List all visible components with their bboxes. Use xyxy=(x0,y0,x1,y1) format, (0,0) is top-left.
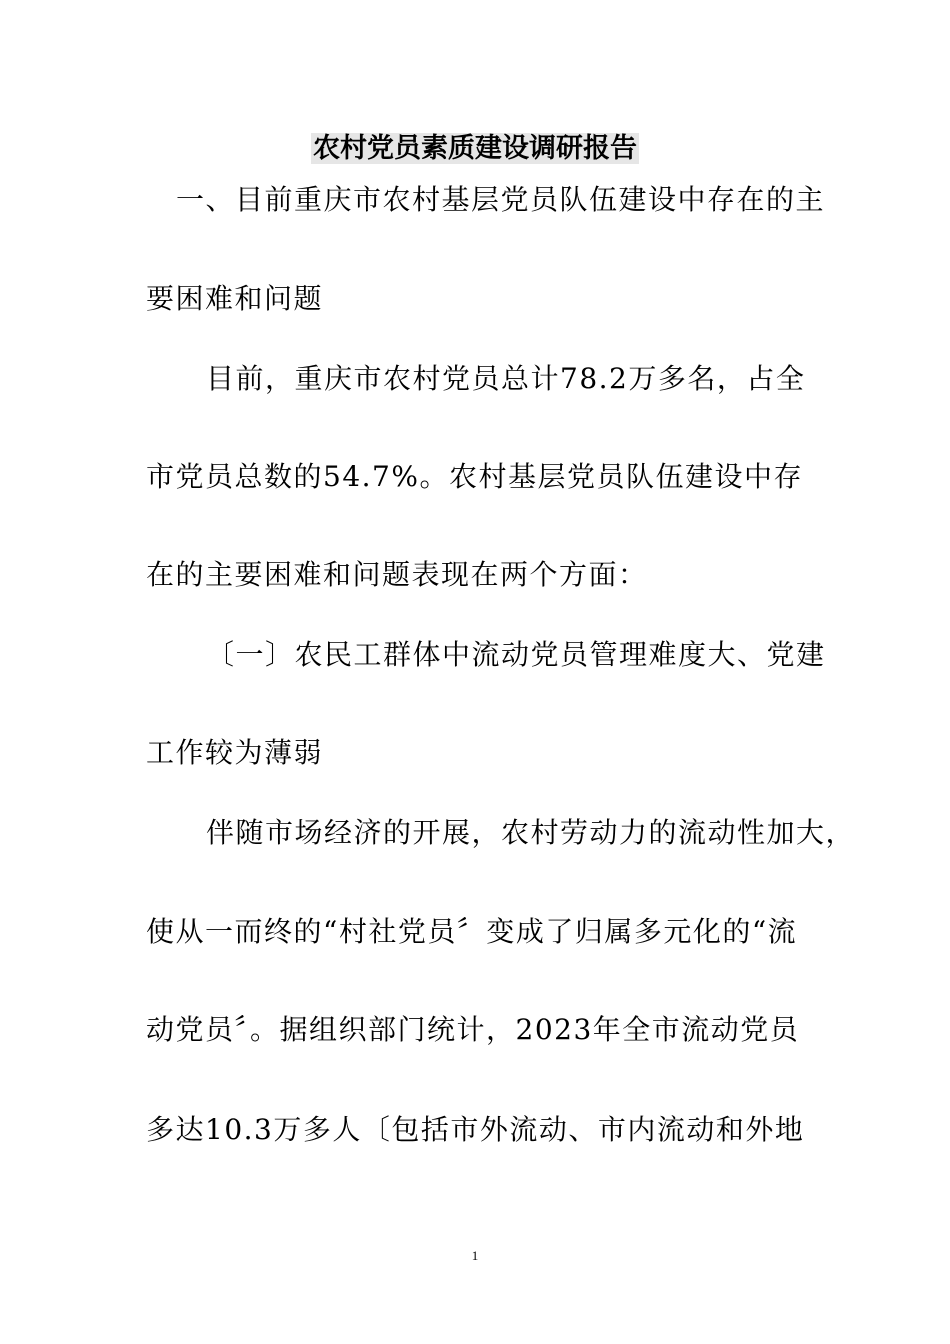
paragraph-line: 多达10.3万多人〔包括市外流动、市内流动和外地 xyxy=(146,1113,805,1146)
section-heading-line-2: 要困难和问题 xyxy=(146,282,324,315)
page-number: 1 xyxy=(471,1248,479,1263)
paragraph-line: 动党员〞。据组织部门统计，2023年全市流动党员 xyxy=(146,1013,800,1046)
document-title-text: 农村党员素质建设调研报告 xyxy=(313,133,637,164)
paragraph-line: 目前，重庆市农村党员总计78.2万多名，占全 xyxy=(206,362,806,395)
paragraph-line: 市党员总数的54.7%。农村基层党员队伍建设中存 xyxy=(146,460,803,493)
subsection-heading-line-1: 〔一〕农民工群体中流动党员管理难度大、党建 xyxy=(206,638,826,671)
paragraph-line: 伴随市场经济的开展，农村劳动力的流动性加大， xyxy=(206,816,856,849)
section-heading-line-1: 一、目前重庆市农村基层党员队伍建设中存在的主 xyxy=(176,183,826,216)
subsection-heading-line-2: 工作较为薄弱 xyxy=(146,736,324,769)
document-title xyxy=(0,132,950,166)
paragraph-line: 使从一而终的“村社党员〞变成了归属多元化的“流 xyxy=(146,915,798,948)
paragraph-line: 在的主要困难和问题表现在两个方面： xyxy=(146,558,648,591)
